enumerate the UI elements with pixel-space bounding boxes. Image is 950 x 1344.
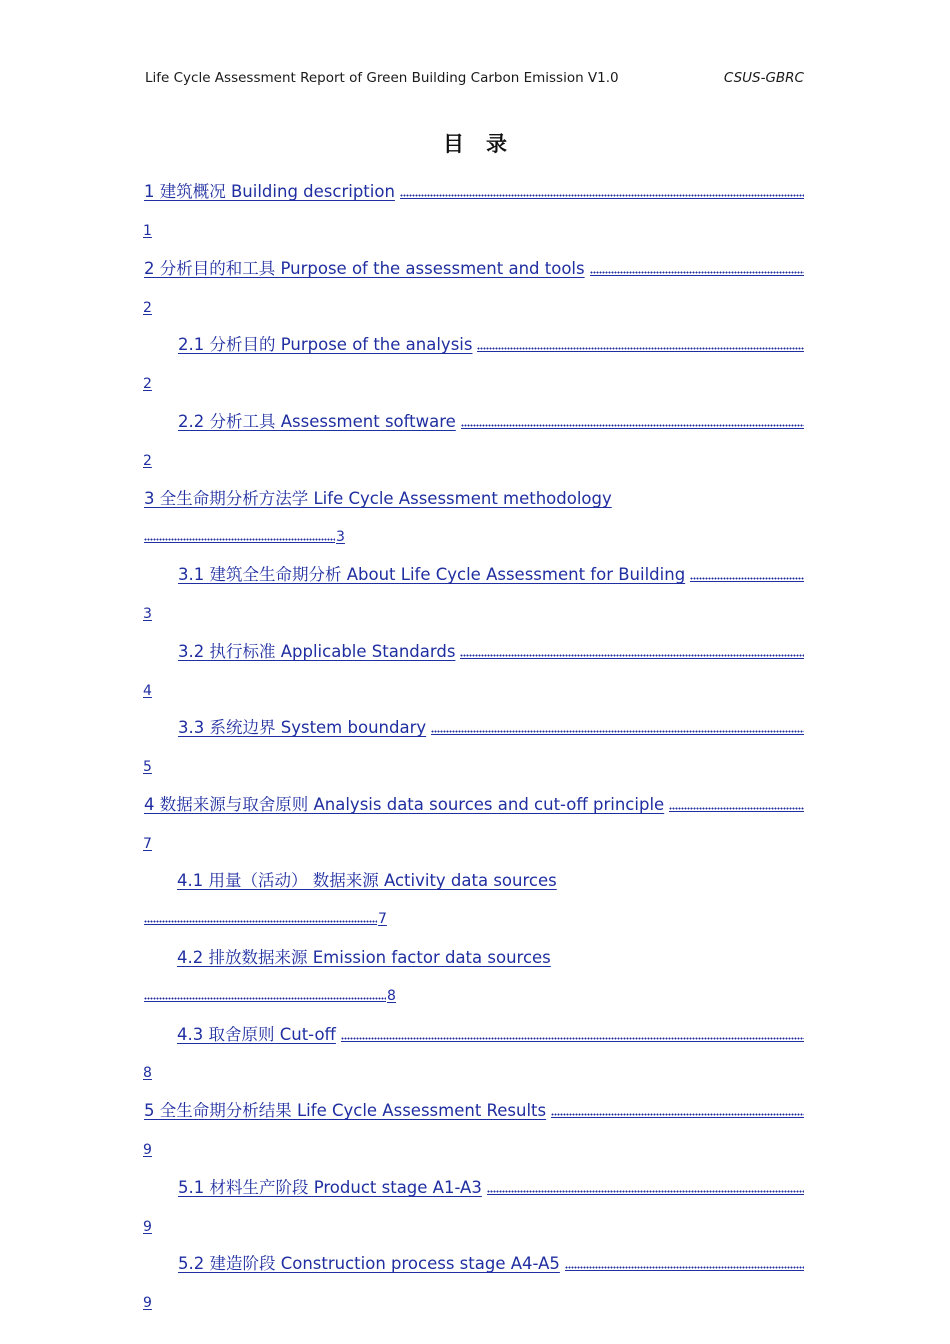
toc-leader-dots — [400, 194, 804, 199]
toc-entry-page[interactable]: 2 — [143, 300, 152, 316]
toc-entry-text[interactable]: 5.2 建造阶段 Construction process stage A4-A5 — [178, 1254, 560, 1273]
toc-title: 目录 — [443, 132, 529, 156]
toc-entry-text[interactable]: 4.1 用量（活动） 数据来源 Activity data sources — [177, 871, 557, 890]
toc-entry-text[interactable]: 2.1 分析目的 Purpose of the analysis — [178, 335, 473, 354]
toc-entry-3-leader[interactable] — [144, 528, 345, 546]
toc-entry-page[interactable]: 2 — [143, 376, 152, 392]
toc-entry-text[interactable]: 3 全生命期分析方法学 Life Cycle Assessment methodology — [144, 489, 612, 508]
toc-entry-page[interactable]: 1 — [143, 223, 152, 239]
toc-leader-dots — [144, 920, 377, 925]
toc-entry-2[interactable] — [144, 257, 804, 279]
toc-entry-3-1[interactable] — [178, 563, 804, 585]
header-organization: CSUS-GBRC — [723, 70, 804, 86]
toc-entry-text[interactable]: 2 分析目的和工具 Purpose of the assessment and tools — [144, 259, 585, 278]
toc-entry-page[interactable]: 8 — [387, 988, 396, 1004]
toc-entry-page[interactable]: 9 — [143, 1295, 152, 1311]
toc-leader-dots — [551, 1113, 804, 1118]
toc-leader-dots — [144, 997, 386, 1002]
toc-entry-1[interactable] — [144, 180, 804, 202]
toc-leader-dots — [487, 1190, 804, 1195]
toc-entry-text[interactable]: 4.2 排放数据来源 Emission factor data sources — [177, 948, 551, 967]
toc-entry-4-1-leader[interactable] — [144, 910, 387, 928]
toc-entry-text[interactable]: 3.3 系统边界 System boundary — [178, 718, 427, 737]
toc-entry-page[interactable]: 7 — [378, 911, 387, 927]
toc-leader-dots — [461, 424, 804, 429]
toc-entry-text[interactable]: 3.1 建筑全生命期分析 About Life Cycle Assessment for Building — [178, 565, 686, 584]
toc-entry-text[interactable]: 5 全生命期分析结果 Life Cycle Assessment Results — [144, 1101, 547, 1120]
toc-entry-4[interactable] — [144, 793, 804, 815]
toc-entry-text[interactable]: 1 建筑概况 Building description — [144, 182, 395, 201]
toc-leader-dots — [341, 1037, 804, 1042]
toc-entry-5-1[interactable] — [178, 1176, 804, 1198]
toc-entry-page[interactable]: 4 — [143, 683, 152, 699]
toc-leader-dots — [460, 654, 804, 659]
toc-leader-dots — [565, 1266, 804, 1271]
toc-entry-4-1[interactable] — [177, 869, 557, 891]
toc-leader-dots — [669, 807, 804, 812]
toc-entry-text[interactable]: 4 数据来源与取舍原则 Analysis data sources and cut-off principle — [144, 795, 665, 814]
toc-entry-page[interactable]: 7 — [143, 836, 152, 852]
toc-entry-page[interactable]: 9 — [143, 1219, 152, 1235]
page-header — [145, 70, 804, 86]
toc-entry-4-2[interactable] — [177, 946, 551, 968]
toc-entry-text[interactable]: 5.1 材料生产阶段 Product stage A1-A3 — [178, 1178, 482, 1197]
toc-leader-dots — [590, 271, 804, 276]
toc-leader-dots — [477, 347, 804, 352]
toc-entry-text[interactable]: 3.2 执行标准 Applicable Standards — [178, 642, 456, 661]
toc-entry-page[interactable]: 3 — [336, 529, 345, 545]
toc-entry-4-2-leader[interactable] — [144, 987, 396, 1005]
toc-entry-text[interactable]: 4.3 取舍原则 Cut-off — [177, 1025, 336, 1044]
toc-entry-4-3[interactable] — [177, 1023, 804, 1045]
toc-entry-page[interactable]: 9 — [143, 1142, 152, 1158]
toc-entry-page[interactable]: 5 — [143, 759, 152, 775]
toc-entry-page[interactable]: 8 — [143, 1065, 152, 1081]
toc-entry-page[interactable]: 3 — [143, 606, 152, 622]
toc-leader-dots — [144, 538, 335, 543]
toc-entry-text[interactable]: 2.2 分析工具 Assessment software — [178, 412, 456, 431]
toc-leader-dots — [431, 730, 804, 735]
toc-entry-5[interactable] — [144, 1099, 804, 1121]
toc-entry-2-1[interactable] — [178, 333, 804, 355]
toc-leader-dots — [690, 577, 804, 582]
toc-entry-2-2[interactable] — [178, 410, 804, 432]
toc-entry-page[interactable]: 2 — [143, 453, 152, 469]
toc-entry-3-3[interactable] — [178, 716, 804, 738]
toc-entry-5-2[interactable] — [178, 1252, 804, 1274]
header-document-title: Life Cycle Assessment Report of Green Building Carbon Emission V1.0 — [145, 70, 619, 86]
toc-entry-3[interactable] — [144, 487, 612, 509]
toc-entry-3-2[interactable] — [178, 640, 804, 662]
